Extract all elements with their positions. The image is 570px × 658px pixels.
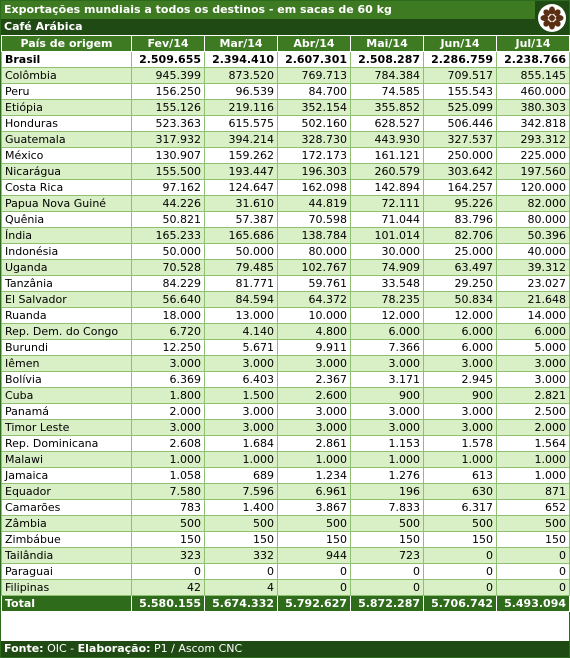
value-cell: 155.500 (132, 164, 205, 180)
table-body (2, 52, 570, 596)
value-cell: 709.517 (424, 68, 497, 84)
value-cell: 1.000 (132, 452, 205, 468)
value-cell: 130.907 (132, 148, 205, 164)
value-cell: 81.771 (205, 276, 278, 292)
value-cell: 945.399 (132, 68, 205, 84)
table-row (2, 164, 570, 180)
value-cell: 193.447 (205, 164, 278, 180)
table-row (2, 532, 570, 548)
country-cell: Costa Rica (2, 180, 132, 196)
table-row (2, 292, 570, 308)
country-cell: Rep. Dem. do Congo (2, 324, 132, 340)
value-cell: 380.303 (497, 100, 570, 116)
value-cell: 142.894 (351, 180, 424, 196)
country-cell: Bolívia (2, 372, 132, 388)
value-cell: 12.000 (424, 308, 497, 324)
value-cell: 2.367 (278, 372, 351, 388)
table-row (2, 580, 570, 596)
value-cell: 944 (278, 548, 351, 564)
value-cell: 303.642 (424, 164, 497, 180)
value-cell: 342.818 (497, 116, 570, 132)
value-cell: 70.528 (132, 260, 205, 276)
value-cell: 150 (205, 532, 278, 548)
value-cell: 95.226 (424, 196, 497, 212)
value-cell: 5.000 (497, 340, 570, 356)
total-cell: 5.792.627 (278, 596, 351, 612)
value-cell: 0 (424, 564, 497, 580)
value-cell: 6.720 (132, 324, 205, 340)
table-row (2, 420, 570, 436)
value-cell: 3.000 (205, 420, 278, 436)
table-row (2, 500, 570, 516)
value-cell: 1.000 (205, 452, 278, 468)
value-cell: 1.800 (132, 388, 205, 404)
value-cell: 0 (497, 580, 570, 596)
value-cell: 63.497 (424, 260, 497, 276)
country-cell: Tailândia (2, 548, 132, 564)
value-cell: 29.250 (424, 276, 497, 292)
value-cell: 723 (351, 548, 424, 564)
column-header: Jul/14 (497, 36, 570, 52)
total-cell: 5.706.742 (424, 596, 497, 612)
value-cell: 628.527 (351, 116, 424, 132)
country-cell: Panamá (2, 404, 132, 420)
value-cell: 3.867 (278, 500, 351, 516)
value-cell: 3.000 (424, 404, 497, 420)
value-cell: 155.126 (132, 100, 205, 116)
value-cell: 164.257 (424, 180, 497, 196)
value-cell: 150 (497, 532, 570, 548)
value-cell: 31.610 (205, 196, 278, 212)
value-cell: 9.911 (278, 340, 351, 356)
value-cell: 3.000 (132, 420, 205, 436)
value-cell: 3.000 (132, 356, 205, 372)
value-cell: 900 (351, 388, 424, 404)
table-title: Exportações mundiais a todos os destinos - em sacas de 60 kg (1, 1, 535, 19)
value-cell: 196 (351, 484, 424, 500)
value-cell: 156.250 (132, 84, 205, 100)
country-cell: Colômbia (2, 68, 132, 84)
table-row (2, 564, 570, 580)
country-cell: Zâmbia (2, 516, 132, 532)
value-cell: 84.594 (205, 292, 278, 308)
value-cell: 10.000 (278, 308, 351, 324)
value-cell: 500 (278, 516, 351, 532)
value-cell: 6.000 (424, 340, 497, 356)
table-row (2, 356, 570, 372)
value-cell: 14.000 (497, 308, 570, 324)
value-cell: 615.575 (205, 116, 278, 132)
value-cell: 0 (497, 548, 570, 564)
value-cell: 42 (132, 580, 205, 596)
value-cell: 394.214 (205, 132, 278, 148)
total-row (2, 596, 570, 612)
value-cell: 3.000 (424, 356, 497, 372)
table-row (2, 244, 570, 260)
value-cell: 70.598 (278, 212, 351, 228)
country-cell: Filipinas (2, 580, 132, 596)
value-cell: 120.000 (497, 180, 570, 196)
value-cell: 0 (424, 548, 497, 564)
table-row (2, 388, 570, 404)
value-cell: 352.154 (278, 100, 351, 116)
value-cell: 165.233 (132, 228, 205, 244)
country-cell: Brasil (2, 52, 132, 68)
value-cell: 355.852 (351, 100, 424, 116)
value-cell: 500 (497, 516, 570, 532)
country-cell: Tanzânia (2, 276, 132, 292)
value-cell: 250.000 (424, 148, 497, 164)
value-cell: 460.000 (497, 84, 570, 100)
value-cell: 0 (278, 564, 351, 580)
value-cell: 3.000 (351, 420, 424, 436)
value-cell: 500 (351, 516, 424, 532)
column-header: Abr/14 (278, 36, 351, 52)
value-cell: 150 (351, 532, 424, 548)
value-cell: 159.262 (205, 148, 278, 164)
value-cell: 80.000 (497, 212, 570, 228)
value-cell: 2.608 (132, 436, 205, 452)
value-cell: 72.111 (351, 196, 424, 212)
value-cell: 0 (497, 564, 570, 580)
value-cell: 7.580 (132, 484, 205, 500)
table-row (2, 196, 570, 212)
credit-label: Elaboração: (77, 642, 151, 655)
country-cell: Etiópia (2, 100, 132, 116)
value-cell: 1.684 (205, 436, 278, 452)
value-cell: 871 (497, 484, 570, 500)
value-cell: 80.000 (278, 244, 351, 260)
value-cell: 6.000 (497, 324, 570, 340)
value-cell: 78.235 (351, 292, 424, 308)
value-cell: 900 (424, 388, 497, 404)
value-cell: 1.000 (424, 452, 497, 468)
value-cell: 689 (205, 468, 278, 484)
value-cell: 3.000 (351, 404, 424, 420)
value-cell: 6.317 (424, 500, 497, 516)
value-cell: 71.044 (351, 212, 424, 228)
value-cell: 7.833 (351, 500, 424, 516)
exports-table (1, 35, 570, 612)
country-cell: Rep. Dominicana (2, 436, 132, 452)
column-header: Fev/14 (132, 36, 205, 52)
table-row (2, 372, 570, 388)
column-header: Mai/14 (351, 36, 424, 52)
value-cell: 2.600 (278, 388, 351, 404)
value-cell: 50.834 (424, 292, 497, 308)
value-cell: 172.173 (278, 148, 351, 164)
value-cell: 769.713 (278, 68, 351, 84)
value-cell: 0 (424, 580, 497, 596)
value-cell: 443.930 (351, 132, 424, 148)
value-cell: 25.000 (424, 244, 497, 260)
value-cell: 784.384 (351, 68, 424, 84)
value-cell: 2.000 (132, 404, 205, 420)
value-cell: 500 (132, 516, 205, 532)
value-cell: 855.145 (497, 68, 570, 84)
value-cell: 2.509.655 (132, 52, 205, 68)
value-cell: 7.366 (351, 340, 424, 356)
total-cell: 5.674.332 (205, 596, 278, 612)
value-cell: 74.909 (351, 260, 424, 276)
value-cell: 50.821 (132, 212, 205, 228)
value-cell: 4 (205, 580, 278, 596)
country-cell: Ruanda (2, 308, 132, 324)
value-cell: 21.648 (497, 292, 570, 308)
total-label: Total (2, 596, 132, 612)
column-header: Jun/14 (424, 36, 497, 52)
value-cell: 332 (205, 548, 278, 564)
table-row (2, 148, 570, 164)
value-cell: 150 (278, 532, 351, 548)
value-cell: 59.761 (278, 276, 351, 292)
table-row (2, 212, 570, 228)
value-cell: 102.767 (278, 260, 351, 276)
value-cell: 6.961 (278, 484, 351, 500)
value-cell: 3.000 (205, 356, 278, 372)
value-cell: 1.000 (497, 452, 570, 468)
value-cell: 0 (205, 564, 278, 580)
value-cell: 2.000 (497, 420, 570, 436)
total-cell: 5.580.155 (132, 596, 205, 612)
country-cell: El Salvador (2, 292, 132, 308)
value-cell: 155.543 (424, 84, 497, 100)
table-row (2, 548, 570, 564)
value-cell: 50.000 (205, 244, 278, 260)
country-cell: Nicarágua (2, 164, 132, 180)
country-cell: Uganda (2, 260, 132, 276)
value-cell: 6.403 (205, 372, 278, 388)
value-cell: 124.647 (205, 180, 278, 196)
value-cell: 1.500 (205, 388, 278, 404)
value-cell: 82.000 (497, 196, 570, 212)
value-cell: 2.861 (278, 436, 351, 452)
value-cell: 328.730 (278, 132, 351, 148)
table-row (2, 324, 570, 340)
value-cell: 293.312 (497, 132, 570, 148)
table-row (2, 484, 570, 500)
table-row (2, 132, 570, 148)
table-row-brasil (2, 52, 570, 68)
value-cell: 630 (424, 484, 497, 500)
value-cell: 4.800 (278, 324, 351, 340)
country-cell: Malawi (2, 452, 132, 468)
value-cell: 97.162 (132, 180, 205, 196)
value-cell: 150 (424, 532, 497, 548)
source-footer: Fonte: OIC - Elaboração: P1 / Ascom CNC (1, 641, 569, 657)
country-cell: México (2, 148, 132, 164)
coffee-beans-icon (537, 3, 567, 33)
value-cell: 0 (351, 580, 424, 596)
value-cell: 64.372 (278, 292, 351, 308)
table-row (2, 404, 570, 420)
value-cell: 3.000 (497, 372, 570, 388)
country-cell: Honduras (2, 116, 132, 132)
value-cell: 57.387 (205, 212, 278, 228)
value-cell: 2.508.287 (351, 52, 424, 68)
value-cell: 165.686 (205, 228, 278, 244)
table-row (2, 68, 570, 84)
value-cell: 2.821 (497, 388, 570, 404)
country-cell: Papua Nova Guiné (2, 196, 132, 212)
value-cell: 50.396 (497, 228, 570, 244)
value-cell: 260.579 (351, 164, 424, 180)
country-cell: Equador (2, 484, 132, 500)
value-cell: 33.548 (351, 276, 424, 292)
column-header: País de origem (2, 36, 132, 52)
country-cell: Quênia (2, 212, 132, 228)
country-cell: Zimbábue (2, 532, 132, 548)
value-cell: 1.564 (497, 436, 570, 452)
value-cell: 44.226 (132, 196, 205, 212)
country-cell: Índia (2, 228, 132, 244)
value-cell: 13.000 (205, 308, 278, 324)
value-cell: 3.171 (351, 372, 424, 388)
value-cell: 161.121 (351, 148, 424, 164)
value-cell: 2.394.410 (205, 52, 278, 68)
value-cell: 1.000 (351, 452, 424, 468)
value-cell: 219.116 (205, 100, 278, 116)
value-cell: 44.819 (278, 196, 351, 212)
value-cell: 197.560 (497, 164, 570, 180)
table-row (2, 516, 570, 532)
value-cell: 3.000 (278, 356, 351, 372)
country-cell: Camarões (2, 500, 132, 516)
value-cell: 50.000 (132, 244, 205, 260)
table-row (2, 308, 570, 324)
table-row (2, 436, 570, 452)
value-cell: 500 (205, 516, 278, 532)
table-row (2, 340, 570, 356)
value-cell: 6.000 (351, 324, 424, 340)
source-value: OIC (47, 642, 67, 655)
value-cell: 1.000 (497, 468, 570, 484)
value-cell: 3.000 (351, 356, 424, 372)
source-label: Fonte: (4, 642, 44, 655)
value-cell: 500 (424, 516, 497, 532)
value-cell: 0 (278, 580, 351, 596)
value-cell: 40.000 (497, 244, 570, 260)
country-cell: Peru (2, 84, 132, 100)
value-cell: 1.276 (351, 468, 424, 484)
value-cell: 525.099 (424, 100, 497, 116)
value-cell: 225.000 (497, 148, 570, 164)
value-cell: 138.784 (278, 228, 351, 244)
value-cell: 1.000 (278, 452, 351, 468)
value-cell: 101.014 (351, 228, 424, 244)
table-row (2, 100, 570, 116)
value-cell: 3.000 (497, 356, 570, 372)
value-cell: 6.000 (424, 324, 497, 340)
value-cell: 1.234 (278, 468, 351, 484)
credit-value: P1 / Ascom CNC (154, 642, 243, 655)
value-cell: 3.000 (205, 404, 278, 420)
value-cell: 30.000 (351, 244, 424, 260)
value-cell: 1.058 (132, 468, 205, 484)
value-cell: 0 (351, 564, 424, 580)
value-cell: 506.446 (424, 116, 497, 132)
value-cell: 2.607.301 (278, 52, 351, 68)
value-cell: 56.640 (132, 292, 205, 308)
value-cell: 613 (424, 468, 497, 484)
country-cell: Paraguai (2, 564, 132, 580)
value-cell: 783 (132, 500, 205, 516)
table-row (2, 228, 570, 244)
value-cell: 523.363 (132, 116, 205, 132)
value-cell: 1.153 (351, 436, 424, 452)
value-cell: 323 (132, 548, 205, 564)
table-row (2, 468, 570, 484)
header-row (2, 36, 570, 52)
total-cell: 5.493.094 (497, 596, 570, 612)
value-cell: 83.796 (424, 212, 497, 228)
value-cell: 3.000 (424, 420, 497, 436)
table-row (2, 276, 570, 292)
value-cell: 0 (132, 564, 205, 580)
country-cell: Cuba (2, 388, 132, 404)
value-cell: 82.706 (424, 228, 497, 244)
value-cell: 6.369 (132, 372, 205, 388)
value-cell: 5.671 (205, 340, 278, 356)
country-cell: Indonésia (2, 244, 132, 260)
table-row (2, 180, 570, 196)
value-cell: 150 (132, 532, 205, 548)
value-cell: 2.500 (497, 404, 570, 420)
value-cell: 317.932 (132, 132, 205, 148)
value-cell: 162.098 (278, 180, 351, 196)
value-cell: 2.238.766 (497, 52, 570, 68)
value-cell: 39.312 (497, 260, 570, 276)
table-row (2, 116, 570, 132)
table-row (2, 84, 570, 100)
value-cell: 502.160 (278, 116, 351, 132)
value-cell: 74.585 (351, 84, 424, 100)
value-cell: 12.000 (351, 308, 424, 324)
column-header: Mar/14 (205, 36, 278, 52)
value-cell: 2.286.759 (424, 52, 497, 68)
country-cell: Iêmen (2, 356, 132, 372)
value-cell: 1.578 (424, 436, 497, 452)
total-cell: 5.872.287 (351, 596, 424, 612)
value-cell: 23.027 (497, 276, 570, 292)
value-cell: 96.539 (205, 84, 278, 100)
table-subtitle: Café Arábica (1, 19, 535, 35)
value-cell: 327.537 (424, 132, 497, 148)
value-cell: 3.000 (278, 404, 351, 420)
value-cell: 84.229 (132, 276, 205, 292)
value-cell: 4.140 (205, 324, 278, 340)
logo (535, 1, 569, 35)
value-cell: 2.945 (424, 372, 497, 388)
value-cell: 196.303 (278, 164, 351, 180)
value-cell: 7.596 (205, 484, 278, 500)
country-cell: Guatemala (2, 132, 132, 148)
value-cell: 3.000 (278, 420, 351, 436)
value-cell: 79.485 (205, 260, 278, 276)
value-cell: 84.700 (278, 84, 351, 100)
value-cell: 652 (497, 500, 570, 516)
value-cell: 873.520 (205, 68, 278, 84)
country-cell: Jamaica (2, 468, 132, 484)
value-cell: 18.000 (132, 308, 205, 324)
value-cell: 1.400 (205, 500, 278, 516)
country-cell: Burundi (2, 340, 132, 356)
table-row (2, 452, 570, 468)
country-cell: Timor Leste (2, 420, 132, 436)
table-row (2, 260, 570, 276)
value-cell: 12.250 (132, 340, 205, 356)
